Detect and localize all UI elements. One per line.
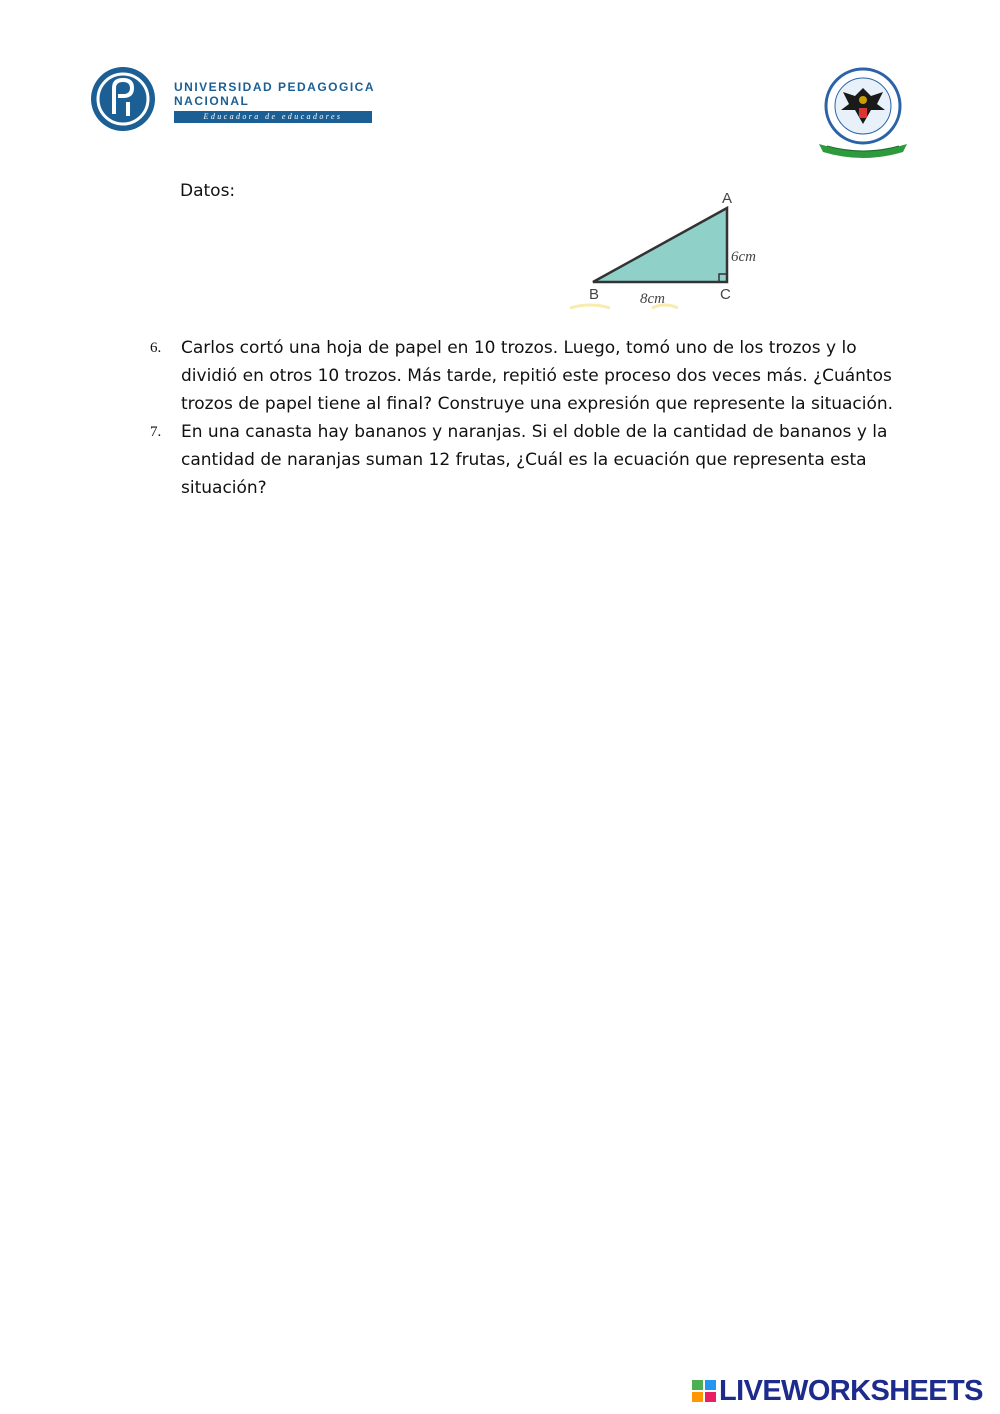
university-logo xyxy=(90,66,380,132)
exercise-item xyxy=(150,418,910,502)
vertex-b-label: B xyxy=(589,286,600,303)
exercise-text: Carlos cortó una hoja de papel en 10 trozos. Luego, tomó uno de los trozos y lo dividió en otros 10 trozos. Más tarde, repitió este proceso dos veces más. ¿Cuántos trozos de papel tiene al final? Construye una expresión que represente la situación. xyxy=(181,338,894,414)
exercise-text: En una canasta hay bananos y naranjas. Si el doble de la cantidad de bananos y la cantidad de naranjas suman 12 frutas, ¿Cuál es la ecuación que representa esta situación? xyxy=(181,422,888,498)
exercise-list xyxy=(150,334,910,502)
brand-name: LIVEWORKSHEETS xyxy=(719,1375,983,1407)
exercise-number: 6. xyxy=(150,340,162,356)
datos-label: Datos: xyxy=(180,181,236,201)
exercise-item xyxy=(150,334,910,418)
exercise-number: 7. xyxy=(150,424,162,440)
school-seal-icon xyxy=(815,66,911,158)
university-name-line-2: NACIONAL xyxy=(174,94,250,108)
university-emblem-icon xyxy=(90,66,156,132)
side-bc-length: 8cm xyxy=(640,291,665,307)
right-triangle-figure xyxy=(560,186,780,312)
shadow-blur xyxy=(570,305,610,308)
triangle-shape xyxy=(593,208,727,282)
university-tagline: Educadora de educadores xyxy=(174,111,372,123)
liveworksheets-brand xyxy=(692,1373,992,1409)
side-ac-length: 6cm xyxy=(731,249,756,265)
vertex-a-label: A xyxy=(722,190,733,207)
vertex-c-label: C xyxy=(720,286,731,303)
liveworksheets-logo-icon xyxy=(692,1380,716,1402)
university-name-line-1: UNIVERSIDAD PEDAGOGICA xyxy=(174,80,376,94)
